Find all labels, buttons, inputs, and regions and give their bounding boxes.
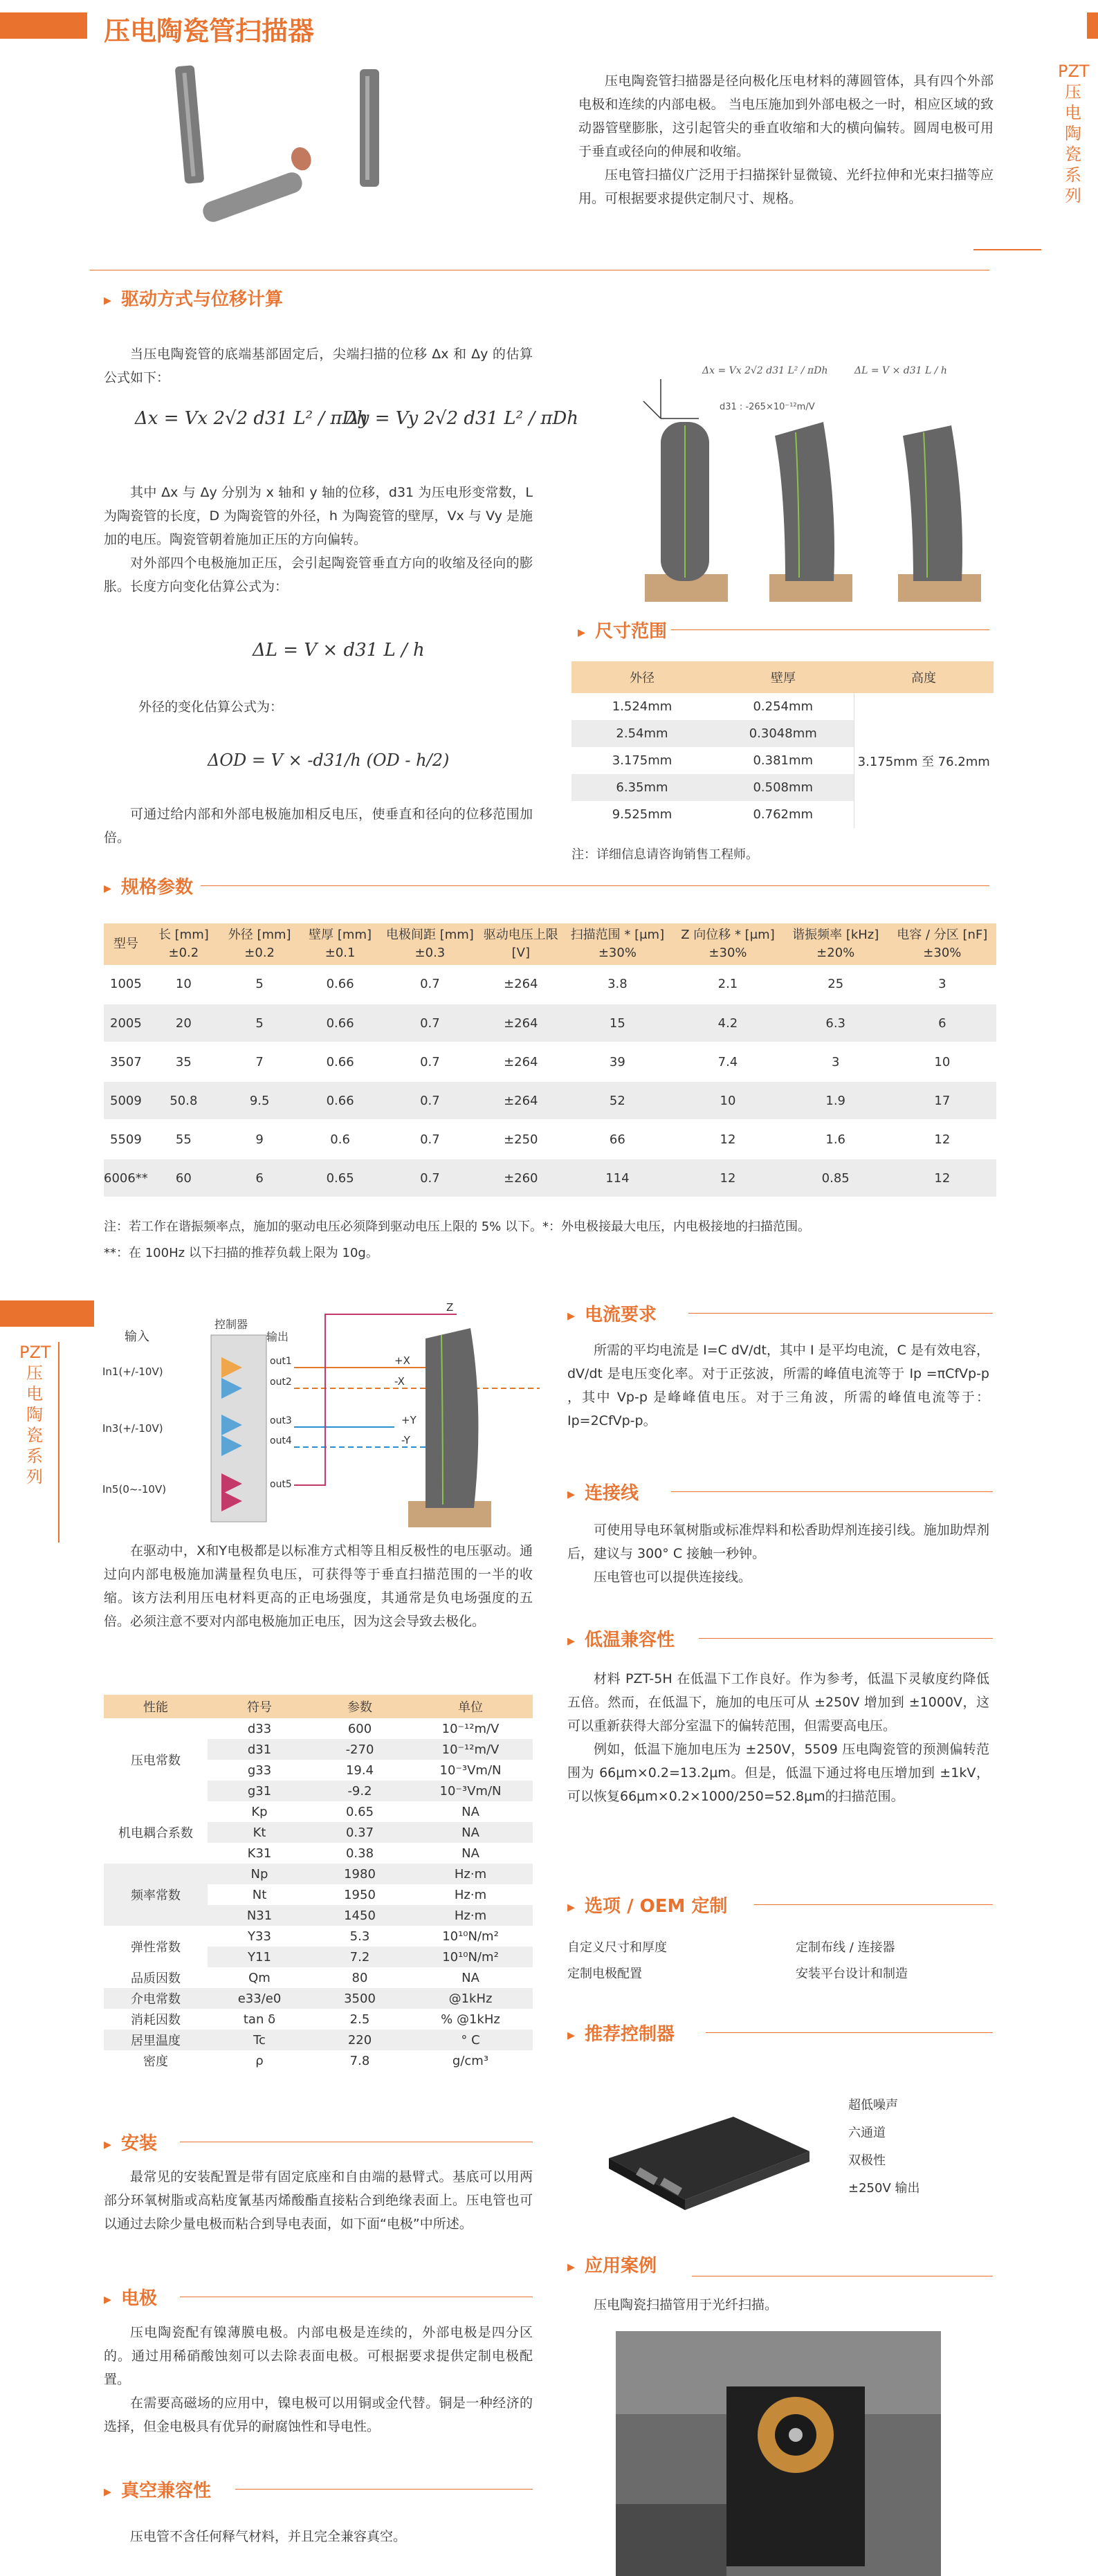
prop-unit: NA [461,1970,479,1985]
prop-col-value: 参数 [311,1695,408,1718]
prop-value: 220 [311,2030,408,2050]
spec-col-length: 长 [mm]±0.2 [148,923,219,965]
size-wall: 0.508mm [753,780,814,795]
application-photo [616,2331,941,2576]
size-od: 3.175mm [612,753,672,768]
cell: 3.8 [562,965,673,1004]
wire-text-1: 可使用导电环氧树脂或标准焊料和松香助焊剂连接引线。施加助焊剂后，建议与 300° C 接触一秒钟。 [567,1522,989,1561]
prop-symbol: tan δ [243,2012,276,2027]
figure-d31-label: d31 : -265×10⁻¹²m/V [720,402,815,412]
circuit-px: +X [394,1354,410,1367]
section-title-oem: ▸ 选项 / OEM 定制 [567,1892,727,1917]
cell: 10 [672,1081,783,1120]
drive-text-5: 可通过给内部和外部电极施加相反电压，使垂直和径向的位移范围加倍。 [104,807,533,845]
prop-value: 5.3 [349,1929,370,1944]
oem-item-1: 自定义尺寸和厚度 [567,1940,667,1955]
electrode-paragraphs [104,2321,533,2438]
prop-value: 3500 [311,1988,408,2009]
wire-paragraphs [567,1518,989,1589]
cell: 0.7 [381,1081,479,1120]
cell: 15 [562,1004,673,1042]
circuit-py: +Y [401,1414,417,1426]
formula-dod: ΔOD = V × -d31/h (OD - h/2) [208,751,450,770]
cell: 50.8 [148,1081,219,1120]
prop-symbol: Kp [251,1804,268,1819]
size-od: 1.524mm [612,699,672,714]
cell: 6 [219,1159,300,1197]
property-table [104,1695,533,2071]
circuit-in1: In1(+/-10V) [102,1365,163,1378]
circuit-out2: out2 [270,1377,292,1388]
cell: 12 [888,1159,996,1197]
lowtemp-text-1: 材料 PZT-5H 在低温下工作良好。作为参考，低温下灵敏度约降低五倍。然而，在低温下，施加的电压可从 ±250V 增加到 ±1000V，这可以重新获得大部分室温下的偏转范围，但需要高电压。 [567,1671,989,1733]
prop-unit: NA [408,1822,533,1843]
electrode-text-1: 压电陶瓷配有镍薄膜电极。内部电极是连续的，外部电极是四分区的。通过用稀硝酸蚀刻可以去除表面电极。可根据要求提供定制电极配置。 [104,2325,533,2387]
prop-value: 0.37 [311,1822,408,1843]
cell: 7.4 [672,1042,783,1081]
size-note: 注：详细信息请咨询销售工程师。 [571,847,758,862]
lowtemp-paragraphs [567,1667,989,1808]
prop-value: -270 [311,1739,408,1760]
spec-note-1: 注：若工作在谐振频率点，施加的驱动电压必须降到驱动电压上限的 5% 以下。*：外电极接最大电压，内电极接地的扫描范围。 [104,1220,810,1234]
prop-col-symbol: 符号 [208,1695,311,1718]
table-row [104,1159,996,1197]
drive-text-3: 对外部四个电极施加正压，会引起陶瓷管垂直方向的收缩及径向的膨胀。长度方向变化估算公式为： [104,555,533,594]
section-title-install: ▸ 安装 [104,2129,157,2155]
prop-value: 1950 [344,1887,376,1902]
oem-item-3: 定制电极配置 [567,1967,642,1981]
prop-symbol: N31 [208,1905,311,1926]
cell: 9.5 [219,1081,300,1120]
cell: ±264 [479,1042,562,1081]
prop-unit: NA [461,1846,479,1861]
prop-symbol: d33 [247,1721,272,1736]
cell: 55 [148,1120,219,1159]
cell: 3 [888,965,996,1004]
cell: 2005 [104,1004,148,1042]
prop-unit: Hz·m [408,1864,533,1884]
cell: ±264 [479,1081,562,1120]
cell: 3 [783,1042,888,1081]
controller-feature-3: 双极性 [848,2153,886,2168]
cell: 9 [219,1120,300,1159]
circuit-output-label: 输出 [266,1330,289,1343]
cell: 66 [562,1120,673,1159]
prop-value: 7.2 [311,1947,408,1967]
spec-divider [201,885,989,886]
prop-unit: 10¹⁰N/m² [408,1947,533,1967]
cell: 25 [783,965,888,1004]
cell: 60 [148,1159,219,1197]
cell: 0.7 [381,965,479,1004]
cell: 0.7 [381,1004,479,1042]
cell: 12 [672,1159,783,1197]
prop-symbol: Kt [208,1822,311,1843]
drive-text-4: 外径的变化估算公式为： [138,699,284,715]
side-tab-2 [0,1300,94,1327]
oem-divider [754,1904,993,1905]
size-od: 9.525mm [612,807,672,822]
app-text: 压电陶瓷扫描管用于光纤扫描。 [594,2297,778,2312]
cell: 17 [888,1081,996,1120]
wire-text-2: 压电管也可以提供连接线。 [594,1570,752,1585]
prop-symbol: ρ [255,2053,264,2068]
sizes-divider [671,629,989,630]
section-title-current: ▸ 电流要求 [567,1300,657,1326]
prop-symbol: Y33 [248,1929,271,1944]
prop-name: 弹性常数 [131,1940,181,1955]
prop-value: 7.8 [349,2053,370,2068]
cell: 6006** [104,1159,148,1197]
cell: 0.85 [783,1159,888,1197]
side-divider [973,249,1041,250]
section-title-vacuum: ▸ 真空兼容性 [104,2476,211,2502]
cell: 10 [148,965,219,1004]
cell: 10 [888,1042,996,1081]
size-wall: 0.254mm [753,699,814,714]
cell: 5009 [104,1081,148,1120]
cell: 52 [562,1081,673,1120]
prop-symbol: Y11 [208,1947,311,1967]
intro-text [578,69,994,210]
prop-value: 1980 [311,1864,408,1884]
drive-paragraph-1 [104,342,533,389]
prop-unit: 10⁻¹²m/V [408,1739,533,1760]
section-title-app: ▸ 应用案例 [567,2252,657,2277]
prop-name: 密度 [143,2054,168,2069]
prop-col-unit: 单位 [408,1695,533,1718]
size-od: 6.35mm [616,780,668,795]
cell: 0.7 [381,1042,479,1081]
prop-symbol: Qm [248,1970,271,1985]
cell: 114 [562,1159,673,1197]
prop-unit: Hz·m [454,1887,487,1902]
table-row [104,1042,996,1081]
header-accent-bar [0,12,87,39]
spec-col-wall: 壁厚 [mm]±0.1 [300,923,380,965]
table-row [104,1120,996,1159]
prop-value: 2.5 [349,2012,370,2027]
cell: ±260 [479,1159,562,1197]
prop-unit: 10⁻³Vm/N [439,1763,502,1778]
cell: 39 [562,1042,673,1081]
prop-name: 介电常数 [104,1988,208,2009]
prop-symbol: Np [208,1864,311,1884]
vacuum-text: 压电管不含任何释气材料，并且完全兼容真空。 [130,2529,407,2544]
prop-unit: ° C [408,2030,533,2050]
prop-value: 1450 [311,1905,408,1926]
current-text: 所需的平均电流是 I=C dV/dt，其中 I 是平均电流，C 是有效电容，dV/dt 是电压变化率。对于正弦波，所需的峰值电流等于 Ip =πCfVp-p ，其中 Vp-p 是峰峰值电压。对于三角波，所需的峰值电流等于： Ip=2CfVp-p。 [567,1343,989,1428]
cell: ±264 [479,1004,562,1042]
oem-item-4: 安装平台设计和制造 [796,1967,908,1981]
size-od: 2.54mm [616,726,668,741]
prop-value: -9.2 [311,1781,408,1801]
product-photo [159,59,408,239]
prop-symbol: g31 [208,1781,311,1801]
table-row [104,1004,996,1042]
prop-symbol: d31 [208,1739,311,1760]
prop-unit: NA [461,1804,479,1819]
install-text: 最常见的安装配置是带有固定底座和自由端的悬臂式。基底可以用两部分环氧树脂或高粘度氰基丙烯酸酯直接粘合到绝缘表面上。压电管也可以通过去除少量电极而粘合到导电表面，如下面“电极”中所述。 [104,2169,533,2232]
vacuum-paragraph [104,2525,533,2548]
current-paragraph [567,1338,989,1433]
cell: ±250 [479,1120,562,1159]
cell: ±264 [479,965,562,1004]
spec-note-2: **：在 100Hz 以下扫描的推荐负载上限为 10g。 [104,1246,378,1260]
formula-dl: ΔL = V × d31 L / h [253,640,425,661]
prop-name: 机电耦合系数 [118,1826,193,1841]
intro-paragraph-1: 压电陶瓷管扫描器是径向极化压电材料的薄圆管体，具有四个外部电极和连续的内部电极。 当电压施加到外部电极之一时，相应区域的致动器管壁膨胀，这引起管尖的垂直收缩和大的横向偏转。圆周电极可用于垂直或径向的伸展和收缩。 [578,73,994,159]
spec-col-freq: 谐振频率 [kHz]±20% [783,923,888,965]
drive-paragraph-5 [104,802,533,849]
size-wall: 0.762mm [753,807,814,822]
circuit-paragraph [104,1539,533,1633]
prop-name: 频率常数 [104,1864,208,1926]
prop-unit: 10¹⁰N/m² [442,1929,499,1944]
table-row [104,965,996,1004]
size-wall: 0.3048mm [749,726,817,741]
section-title-spec: ▸ 规格参数 [104,873,193,899]
circuit-out4: out4 [270,1435,292,1446]
cell: 3507 [104,1042,148,1081]
prop-name: 品质因数 [131,1971,181,1986]
circuit-z: Z [446,1301,454,1314]
prop-name: 居里温度 [104,2030,208,2050]
controller-feature-1: 超低噪声 [848,2098,898,2113]
lowtemp-text-2: 例如，低温下施加电压为 ±250V，5509 压电陶瓷管的预测偏转范围为 66μm×0.2=13.2μm。但是，低温下通过将电压增加到 ±1kV，可以恢复66μm×0.2×1000/250=52.8μm的扫描范围。 [567,1742,989,1804]
cell: 6 [888,1004,996,1042]
prop-value: 600 [347,1721,372,1736]
cell: 1.6 [783,1120,888,1159]
cell: 0.66 [300,965,380,1004]
size-table [571,661,994,828]
size-col-od: 外径 [571,661,713,693]
figure-formula-dl: ΔL = V × d31 L / h [854,365,947,376]
cell: 20 [148,1004,219,1042]
drive-text-2: 其中 Δx 与 Δy 分别为 x 轴和 y 轴的位移，d31 为压电形变常数，L 为陶瓷管的长度，D 为陶瓷管的外径，h 为陶瓷管的壁厚，Vx 与 Vy 是施加的电压。陶瓷管朝着施加正压的方向偏转。 [104,485,533,547]
prop-unit: @1kHz [408,1988,533,2009]
cell: 0.66 [300,1042,380,1081]
lowtemp-divider [699,1638,993,1639]
prop-symbol: e33/e0 [208,1988,311,2009]
circuit-out1: out1 [270,1356,292,1367]
prop-unit: g/cm³ [452,2053,489,2068]
section-title-controller: ▸ 推荐控制器 [567,2020,675,2045]
cell: 0.7 [381,1120,479,1159]
cell: 5 [219,1004,300,1042]
section-title-wire: ▸ 连接线 [567,1479,639,1505]
tube-deflection-diagram [588,339,1003,609]
cell: 2.1 [672,965,783,1004]
cell: 35 [148,1042,219,1081]
cell: 6.3 [783,1004,888,1042]
section-title-electrode: ▸ 电极 [104,2284,157,2310]
prop-unit: Hz·m [408,1905,533,1926]
controller-photo [595,2089,823,2214]
prop-value: 0.38 [345,1846,374,1861]
circuit-input-label: 输入 [125,1330,149,1344]
prop-symbol: K31 [247,1846,272,1861]
cell: 5509 [104,1120,148,1159]
circuit-out3: out3 [270,1415,292,1426]
prop-symbol: g33 [247,1763,272,1778]
side-divider-2 [58,1342,60,1543]
side-label: PZT压电陶瓷系列 [1058,62,1090,205]
prop-value: 19.4 [345,1763,374,1778]
prop-value: 80 [351,1970,368,1985]
intro-paragraph-2: 压电管扫描仪广泛用于扫描探针显微镜、光纤拉伸和光束扫描等应用。可根据要求提供定制尺寸、规格。 [578,167,994,206]
circuit-out5: out5 [270,1479,292,1490]
controller-feature-2: 六通道 [848,2126,886,2140]
spec-col-z: Z 向位移 * [μm]±30% [672,923,783,965]
size-col-height: 高度 [854,661,994,693]
cell: 4.2 [672,1004,783,1042]
size-col-wall: 壁厚 [713,661,854,693]
drive-paragraph-2 [104,481,533,598]
prop-name: 压电常数 [131,1754,181,1768]
current-divider [688,1313,993,1314]
spec-col-model: 型号 [104,923,148,965]
cell: 0.65 [300,1159,380,1197]
size-height: 3.175mm 至 76.2mm [854,693,994,828]
cell: 1005 [104,965,148,1004]
side-label-2: PZT压电陶瓷系列 [19,1343,51,1487]
oem-item-2: 定制布线 / 连接器 [796,1940,895,1955]
section-title-drive: ▸ 驱动方式与位移计算 [104,285,283,311]
prop-name: 消耗因数 [131,2013,181,2027]
spec-col-scan: 扫描范围 * [μm]±30% [562,923,673,965]
prop-col-name: 性能 [104,1695,208,1718]
section-title-lowtemp: ▸ 低温兼容性 [567,1626,675,1651]
cell: 0.66 [300,1004,380,1042]
cell: 0.66 [300,1081,380,1120]
table-row [104,1081,996,1120]
page-title: 压电陶瓷管扫描器 [104,16,315,46]
prop-value: 0.65 [345,1804,374,1819]
cell: 5 [219,965,300,1004]
install-paragraph [104,2165,533,2236]
prop-symbol: Tc [208,2030,311,2050]
app-paragraph [567,2293,989,2317]
prop-unit: 10⁻³Vm/N [408,1781,533,1801]
cell: 0.7 [381,1159,479,1197]
wire-divider [671,1491,993,1492]
size-wall: 0.381mm [753,753,814,768]
spec-col-gap: 电极间距 [mm]±0.3 [381,923,479,965]
vacuum-divider [235,2489,533,2490]
prop-symbol: Nt [252,1887,267,1902]
circuit-text: 在驱动中，X和Y电极都是以标准方式相等且相反极性的电压驱动。通过向内部电极施加满量程负电压，可获得等于垂直扫描范围的一半的收缩。该方法利用压电材料更高的正电场强度，其通常是负电场强度的五倍。必须注意不要对内部电极施加正电压，因为这会导致去极化。 [104,1543,533,1629]
controller-divider [706,2032,993,2033]
cell: 7 [219,1042,300,1081]
electrode-text-2: 在需要高磁场的应用中，镍电极可以用铜或金代替。铜是一种经济的选择，但金电极具有优异的耐腐蚀性和导电性。 [104,2395,533,2434]
cell: 1.9 [783,1081,888,1120]
formula-dx: Δx = Vx 2√2 d31 L² / πDh [135,408,369,429]
spec-col-cap: 电容 / 分区 [nF]±30% [888,923,996,965]
circuit-controller-label: 控制器 [214,1318,248,1331]
cell: 12 [672,1120,783,1159]
spec-col-voltage: 驱动电压上限 [V] [479,923,562,965]
spec-table [104,923,996,1198]
prop-unit: % @1kHz [441,2012,500,2027]
circuit-mx: -X [394,1375,405,1388]
prop-unit: 10⁻¹²m/V [441,1721,500,1736]
side-tab [1087,12,1098,39]
cell: 12 [888,1120,996,1159]
spec-col-od: 外径 [mm]±0.2 [219,923,300,965]
drive-text-1: 当压电陶瓷管的底端基部固定后，尖端扫描的位移 Δx 和 Δy 的估算公式如下： [104,347,533,385]
circuit-diagram [97,1300,540,1529]
controller-feature-4: ±250V 输出 [848,2181,920,2196]
circuit-my: -Y [401,1434,410,1446]
section-title-sizes: ▸ 尺寸范围 [578,617,667,643]
formula-dy: Δy = Vy 2√2 d31 L² / πDh [346,408,579,429]
circuit-in3: In3(+/-10V) [102,1422,163,1435]
figure-formula-dx: Δx = Vx 2√2 d31 L² / πDh [702,365,828,376]
cell: 0.6 [300,1120,380,1159]
circuit-in5: In5(0~-10V) [102,1483,167,1496]
